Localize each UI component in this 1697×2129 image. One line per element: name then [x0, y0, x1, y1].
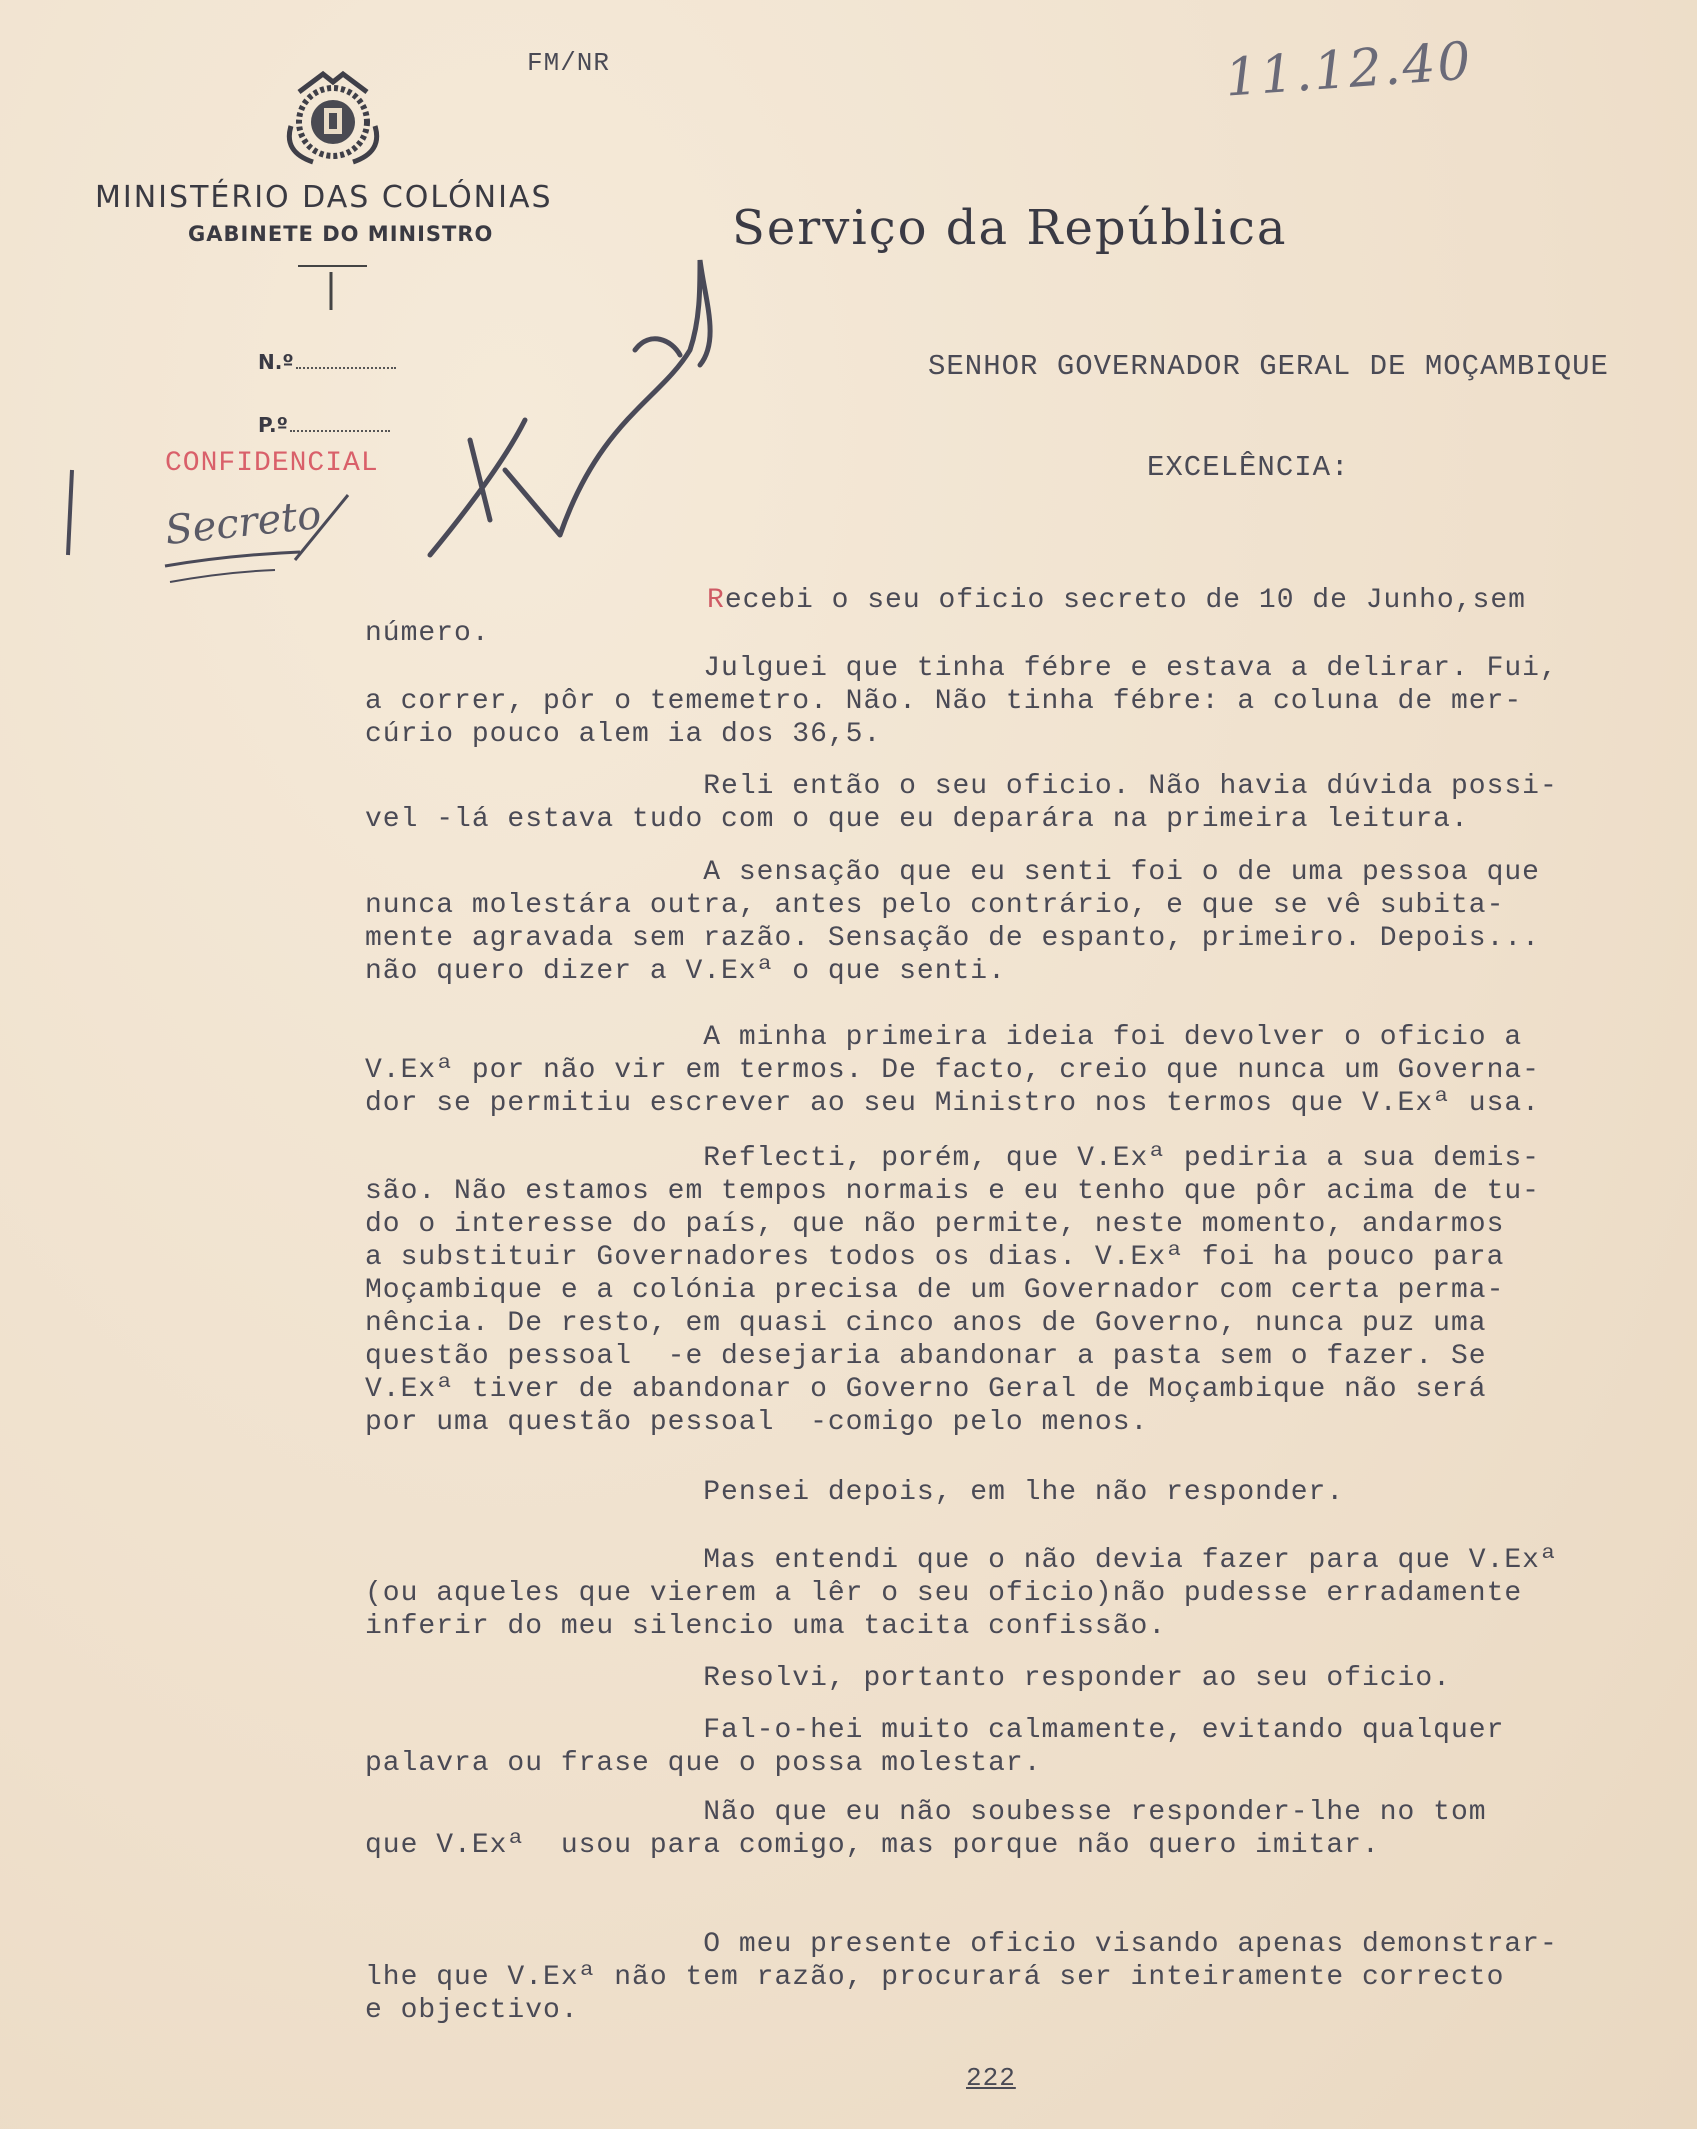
cabinet-name: GABINETE DO MINISTRO: [188, 222, 494, 246]
paragraph-2: Julguei que tinha fébre e estava a delirar. Fui, a correr, pôr o tememetro. Não. Não tinha fébre: a coluna de mer- cúrio pouco alem ia dos 36,5.: [365, 653, 1558, 750]
process-field: [258, 413, 390, 437]
handwritten-underline: [170, 570, 275, 582]
number-dotted-line: [296, 367, 396, 369]
number-field: [258, 350, 396, 374]
process-dotted-line: [290, 430, 390, 432]
paragraph-12: O meu presente oficio visando apenas demonstrar- lhe que V.Exª não tem razão, procurará ser inteiramente correcto e objectivo.: [365, 1929, 1558, 2026]
letter-salutation: EXCELÊNCIA:: [1147, 451, 1350, 484]
paragraph-1: Recebi o seu oficio secreto de 10 de Junho,sem número.: [365, 585, 1526, 649]
handwritten-signature: [430, 260, 710, 555]
paragraph-8: Mas entendi que o não devia fazer para que V.Exª (ou aqueles que vierem a lêr o seu oficio)não pudesse erradamente inferir do meu silencio uma tacita confissão.: [365, 1545, 1558, 1642]
letter-addressee: SENHOR GOVERNADOR GERAL DE MOÇAMBIQUE: [928, 350, 1609, 383]
coat-of-arms-icon: [289, 74, 376, 162]
drop-letter: R: [707, 585, 725, 616]
paragraph-9: Resolvi, portanto responder ao seu oficio.: [365, 1663, 1451, 1694]
page-number: 222: [966, 2063, 1016, 2093]
paragraph-11: Não que eu não soubesse responder-lhe no tom que V.Exª usou para comigo, mas porque não quero imitar.: [365, 1797, 1487, 1861]
reference-code: FM/NR: [527, 48, 611, 78]
paragraph-4: A sensação que eu senti foi o de uma pessoa que nunca molestára outra, antes pelo contrário, e que se vê subita- mente agravada sem razão. Sensação de espanto, primeiro. Depois... não quero dizer a V.Exª o que senti.: [365, 857, 1540, 987]
service-title: Serviço da República: [732, 200, 1288, 256]
paragraph-10: Fal-o-hei muito calmamente, evitando qualquer palavra ou frase que o possa molestar.: [365, 1715, 1505, 1779]
paragraph-6: Reflecti, porém, que V.Exª pediria a sua demis- são. Não estamos em tempos normais e eu tenho que pôr acima de tu- do o interesse do país, que não permite, neste momento, andarmos a substituir Governadores todos os dias. V.Exª foi ha pouco para Moçambique e a colónia precisa de um Governador com certa perma- nência. De resto, em quasi cinco anos de Governo, nunca puz uma questão pessoal -e desejaria abandonar a pasta sem o fazer. Se V.Exª tiver de abandonar o Governo Geral de Moçambique não será por uma questão pessoal -comigo pelo menos.: [365, 1143, 1540, 1438]
handwritten-underline: [165, 552, 300, 566]
handwritten-secret-note: Secreto: [163, 491, 324, 555]
handwritten-date: 11.12.40: [1223, 31, 1475, 109]
paragraph-3: Reli então o seu oficio. Não havia dúvida possi- vel -lá estava tudo com o que eu deparára na primeira leitura.: [365, 771, 1558, 835]
process-label: P.º: [258, 413, 288, 437]
paragraph-7: Pensei depois, em lhe não responder.: [365, 1477, 1345, 1508]
number-label: N.º: [258, 350, 294, 374]
ministry-name: MINISTÉRIO DAS COLÓNIAS: [95, 180, 553, 215]
paragraph-5: A minha primeira ideia foi devolver o oficio a V.Exª por não vir em termos. De facto, creio que nunca um Governa- dor se permitiu escrever ao seu Ministro nos termos que V.Exª usa.: [365, 1022, 1540, 1119]
margin-mark: [68, 470, 72, 555]
classification-stamp: CONFIDENCIAL: [165, 448, 379, 479]
